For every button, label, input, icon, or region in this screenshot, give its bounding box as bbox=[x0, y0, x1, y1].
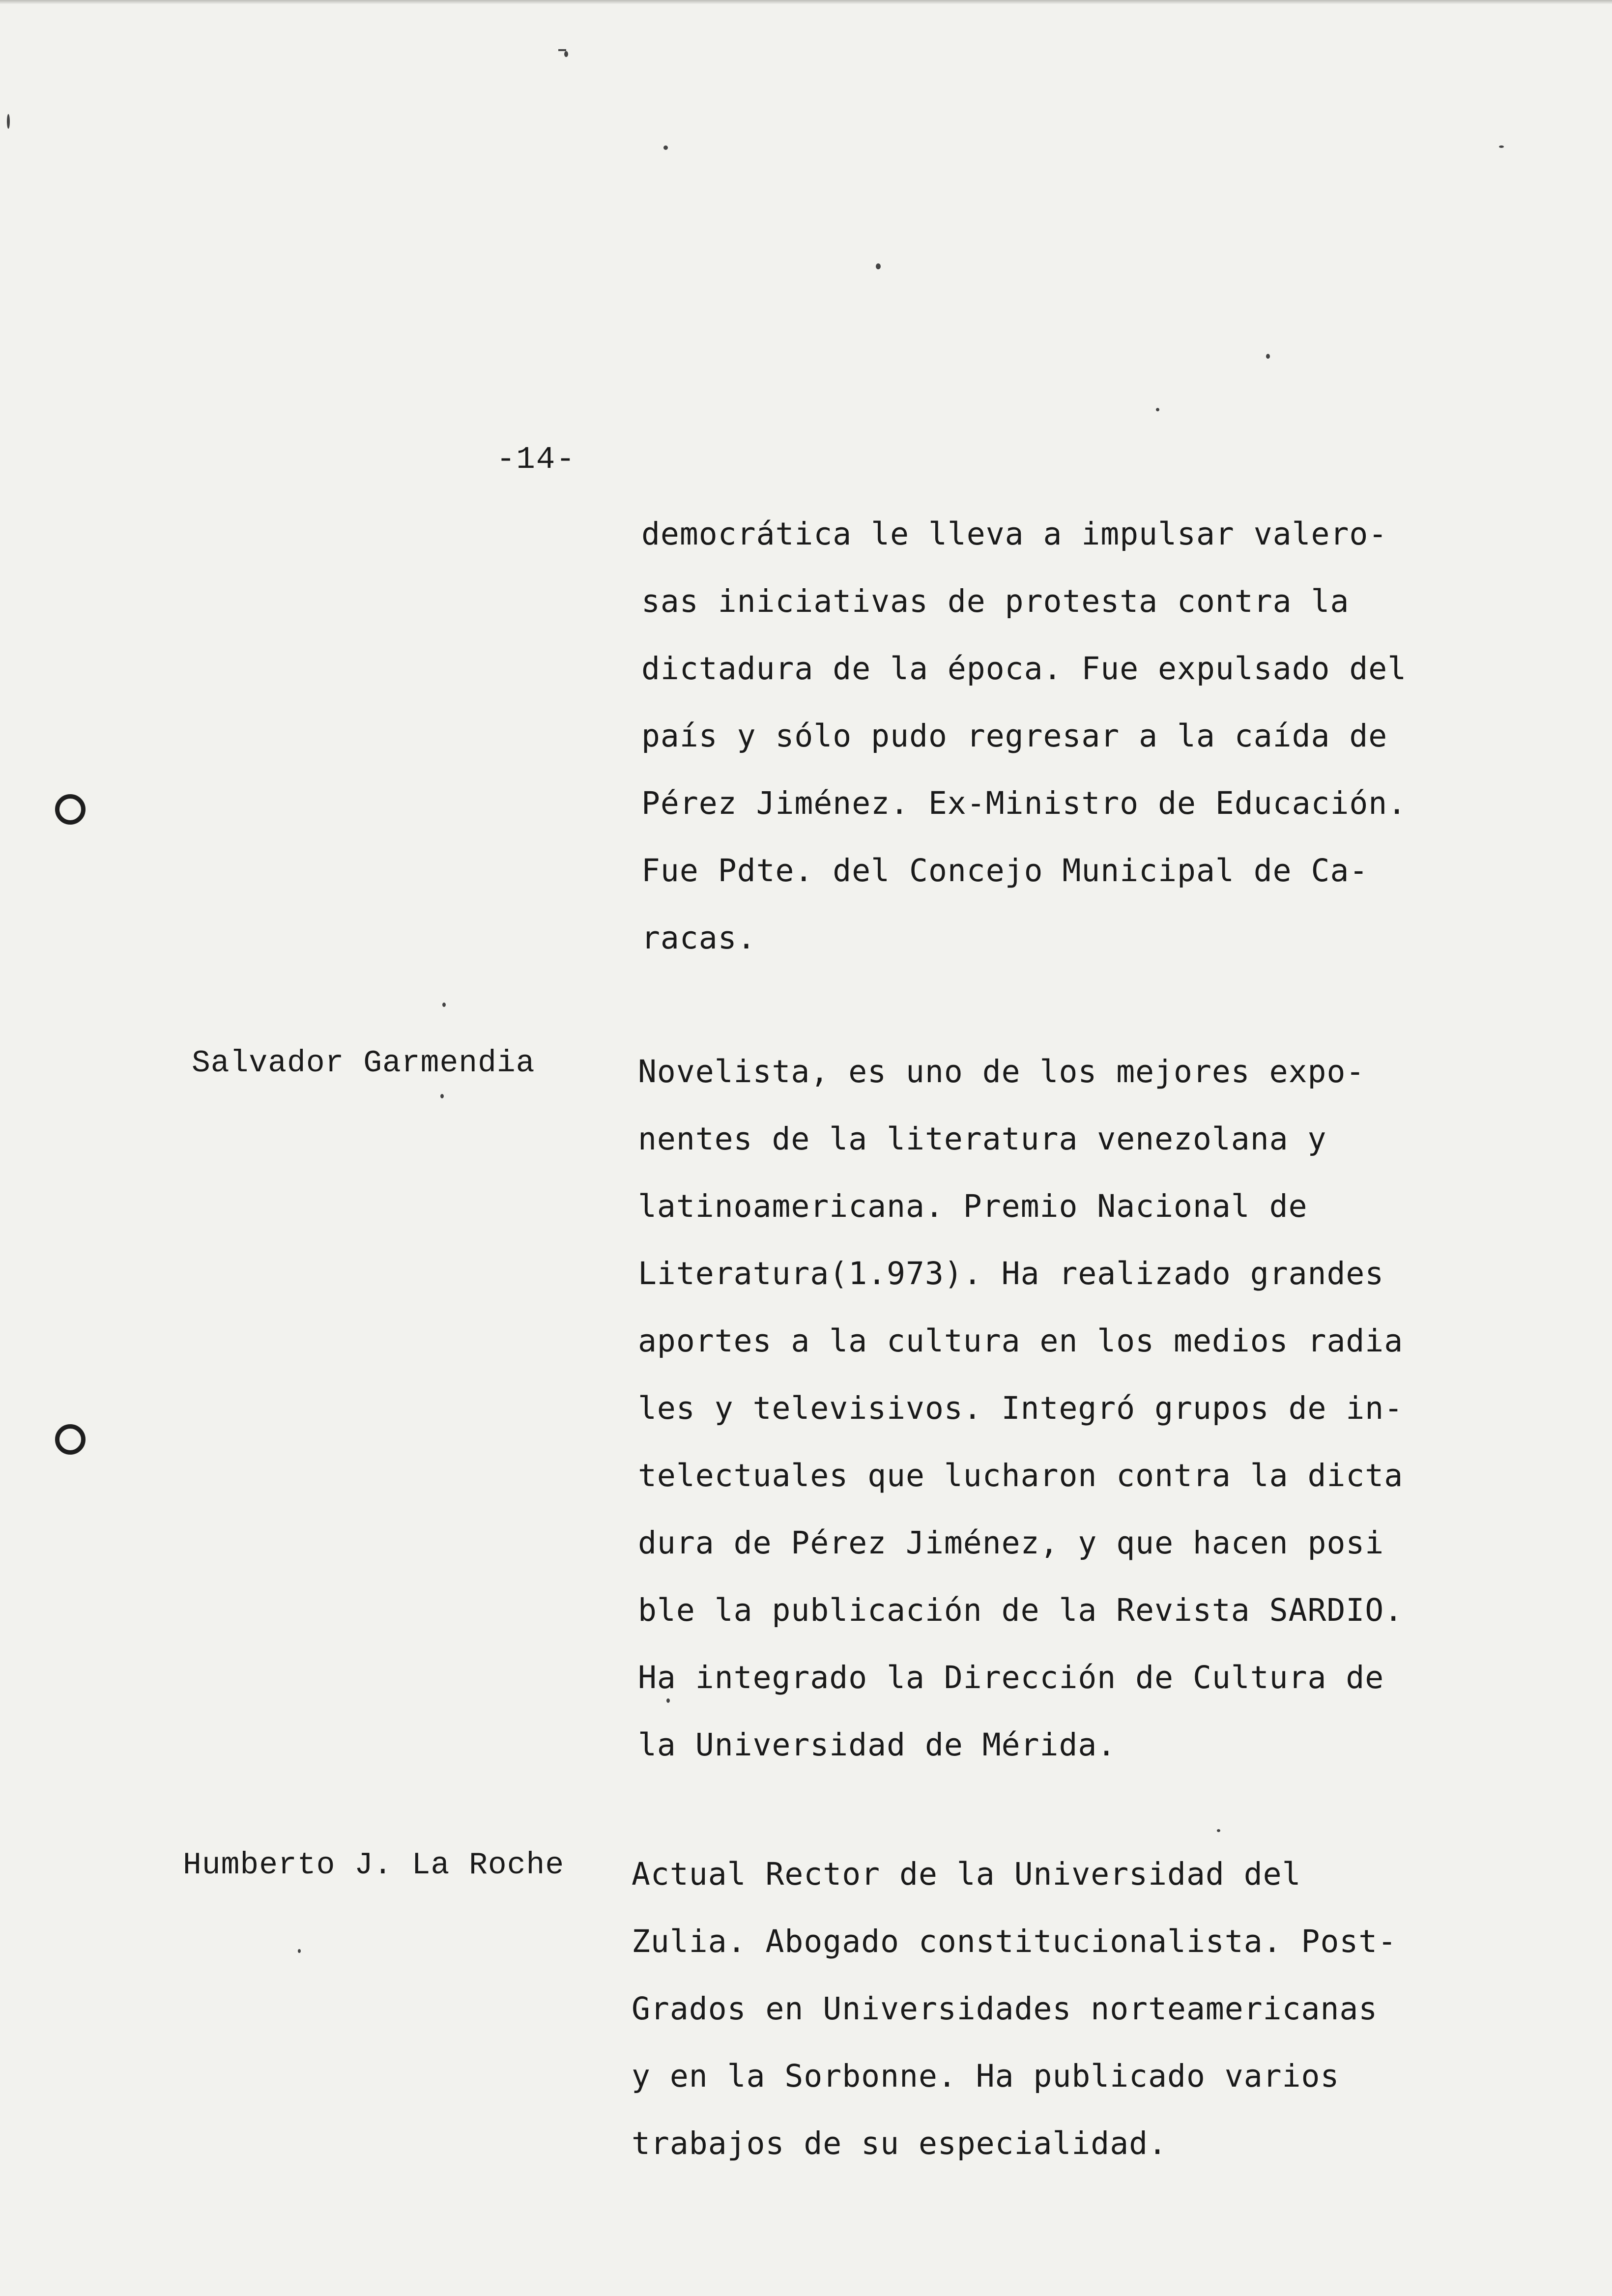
scan-speck bbox=[1156, 408, 1159, 411]
scan-speck bbox=[1499, 145, 1504, 148]
scan-speck bbox=[876, 263, 881, 269]
scan-speck bbox=[298, 1949, 301, 1953]
page-number: -14- bbox=[496, 442, 576, 478]
page-top-edge bbox=[0, 0, 1612, 4]
scan-speck bbox=[1217, 1829, 1220, 1832]
entry-text-la-roche: Actual Rector de la Universidad del Zulia. Abogado constitucionalista. Post- Grados en Universidades norteamericanas y en la Sorbonne. Ha publicado varios trabajos de su especialidad. bbox=[632, 1856, 1397, 2161]
scan-speck bbox=[666, 1698, 670, 1703]
scan-speck bbox=[558, 49, 566, 51]
punch-hole-upper bbox=[55, 794, 86, 825]
punch-hole-lower bbox=[55, 1424, 86, 1455]
scan-speck bbox=[440, 1094, 444, 1098]
entry-name-la-roche: Humberto J. La Roche bbox=[183, 1848, 565, 1883]
scan-speck bbox=[564, 51, 568, 57]
entry-name-garmendia: Salvador Garmendia bbox=[192, 1046, 535, 1081]
entry-text-garmendia: Novelista, es uno de los mejores expo- nentes de la literatura venezolana y latinoamericana. Premio Nacional de Literatura(1.973). Ha realizado grandes aportes a la cultura en los medios radia les y televisivos. Integró grupos de in- telectuales que lucharon contra la dicta dura de Pérez Jiménez, y que hacen posi ble la publicación de la Revista SARDIO. Ha integrado la Dirección de Cultura de la Universidad de Mérida. bbox=[638, 1054, 1404, 1763]
continued-entry-text: democrática le lleva a impulsar valero- sas iniciativas de protesta contra la dictadura de la época. Fue expulsado del país y sólo pudo regresar a la caída de Pérez Jiménez. Ex-Ministro de Educación. Fue Pdte. del Concejo Municipal de Ca- racas. bbox=[641, 516, 1407, 956]
scan-speck bbox=[7, 114, 10, 129]
scan-speck bbox=[442, 1003, 446, 1007]
scan-speck bbox=[663, 145, 668, 150]
scan-speck bbox=[1266, 354, 1270, 359]
